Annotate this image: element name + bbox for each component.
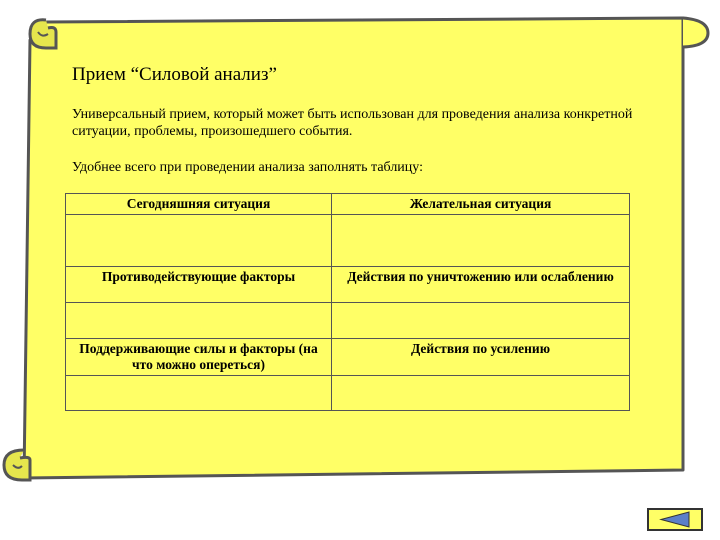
table-row: [66, 215, 630, 267]
table-cell: [332, 303, 630, 339]
table-row: [66, 267, 630, 303]
table-cell: [66, 303, 332, 339]
table-cell: Действия по уничтожению или ослаблению: [332, 267, 630, 303]
description-paragraph: Универсальный прием, который может быть использован для проведения анализа конкретной ситуации, проблемы, произошедшего события.: [72, 107, 633, 139]
table-cell: Поддерживающие силы и факторы (на что можно опереться): [66, 339, 332, 376]
table-row: [66, 339, 630, 376]
table-cell: [66, 215, 332, 267]
table-cell: Действия по усилению: [332, 339, 630, 376]
table-row: [66, 194, 630, 215]
table-cell: Сегодняшняя ситуация: [66, 194, 332, 215]
force-analysis-table: [65, 193, 630, 411]
table-cell: Желательная ситуация: [332, 194, 630, 215]
table-cell: [66, 376, 332, 411]
instruction-paragraph: Удобнее всего при проведении анализа заполнять таблицу:: [72, 160, 423, 175]
back-button[interactable]: [647, 508, 703, 531]
table-cell: Противодействующие факторы: [66, 267, 332, 303]
table-row: [66, 376, 630, 411]
table-cell: [332, 376, 630, 411]
slide-title: Прием “Силовой анализ”: [72, 64, 277, 85]
table-row: [66, 303, 630, 339]
table-cell: [332, 215, 630, 267]
triangle-left-icon: [658, 511, 692, 528]
